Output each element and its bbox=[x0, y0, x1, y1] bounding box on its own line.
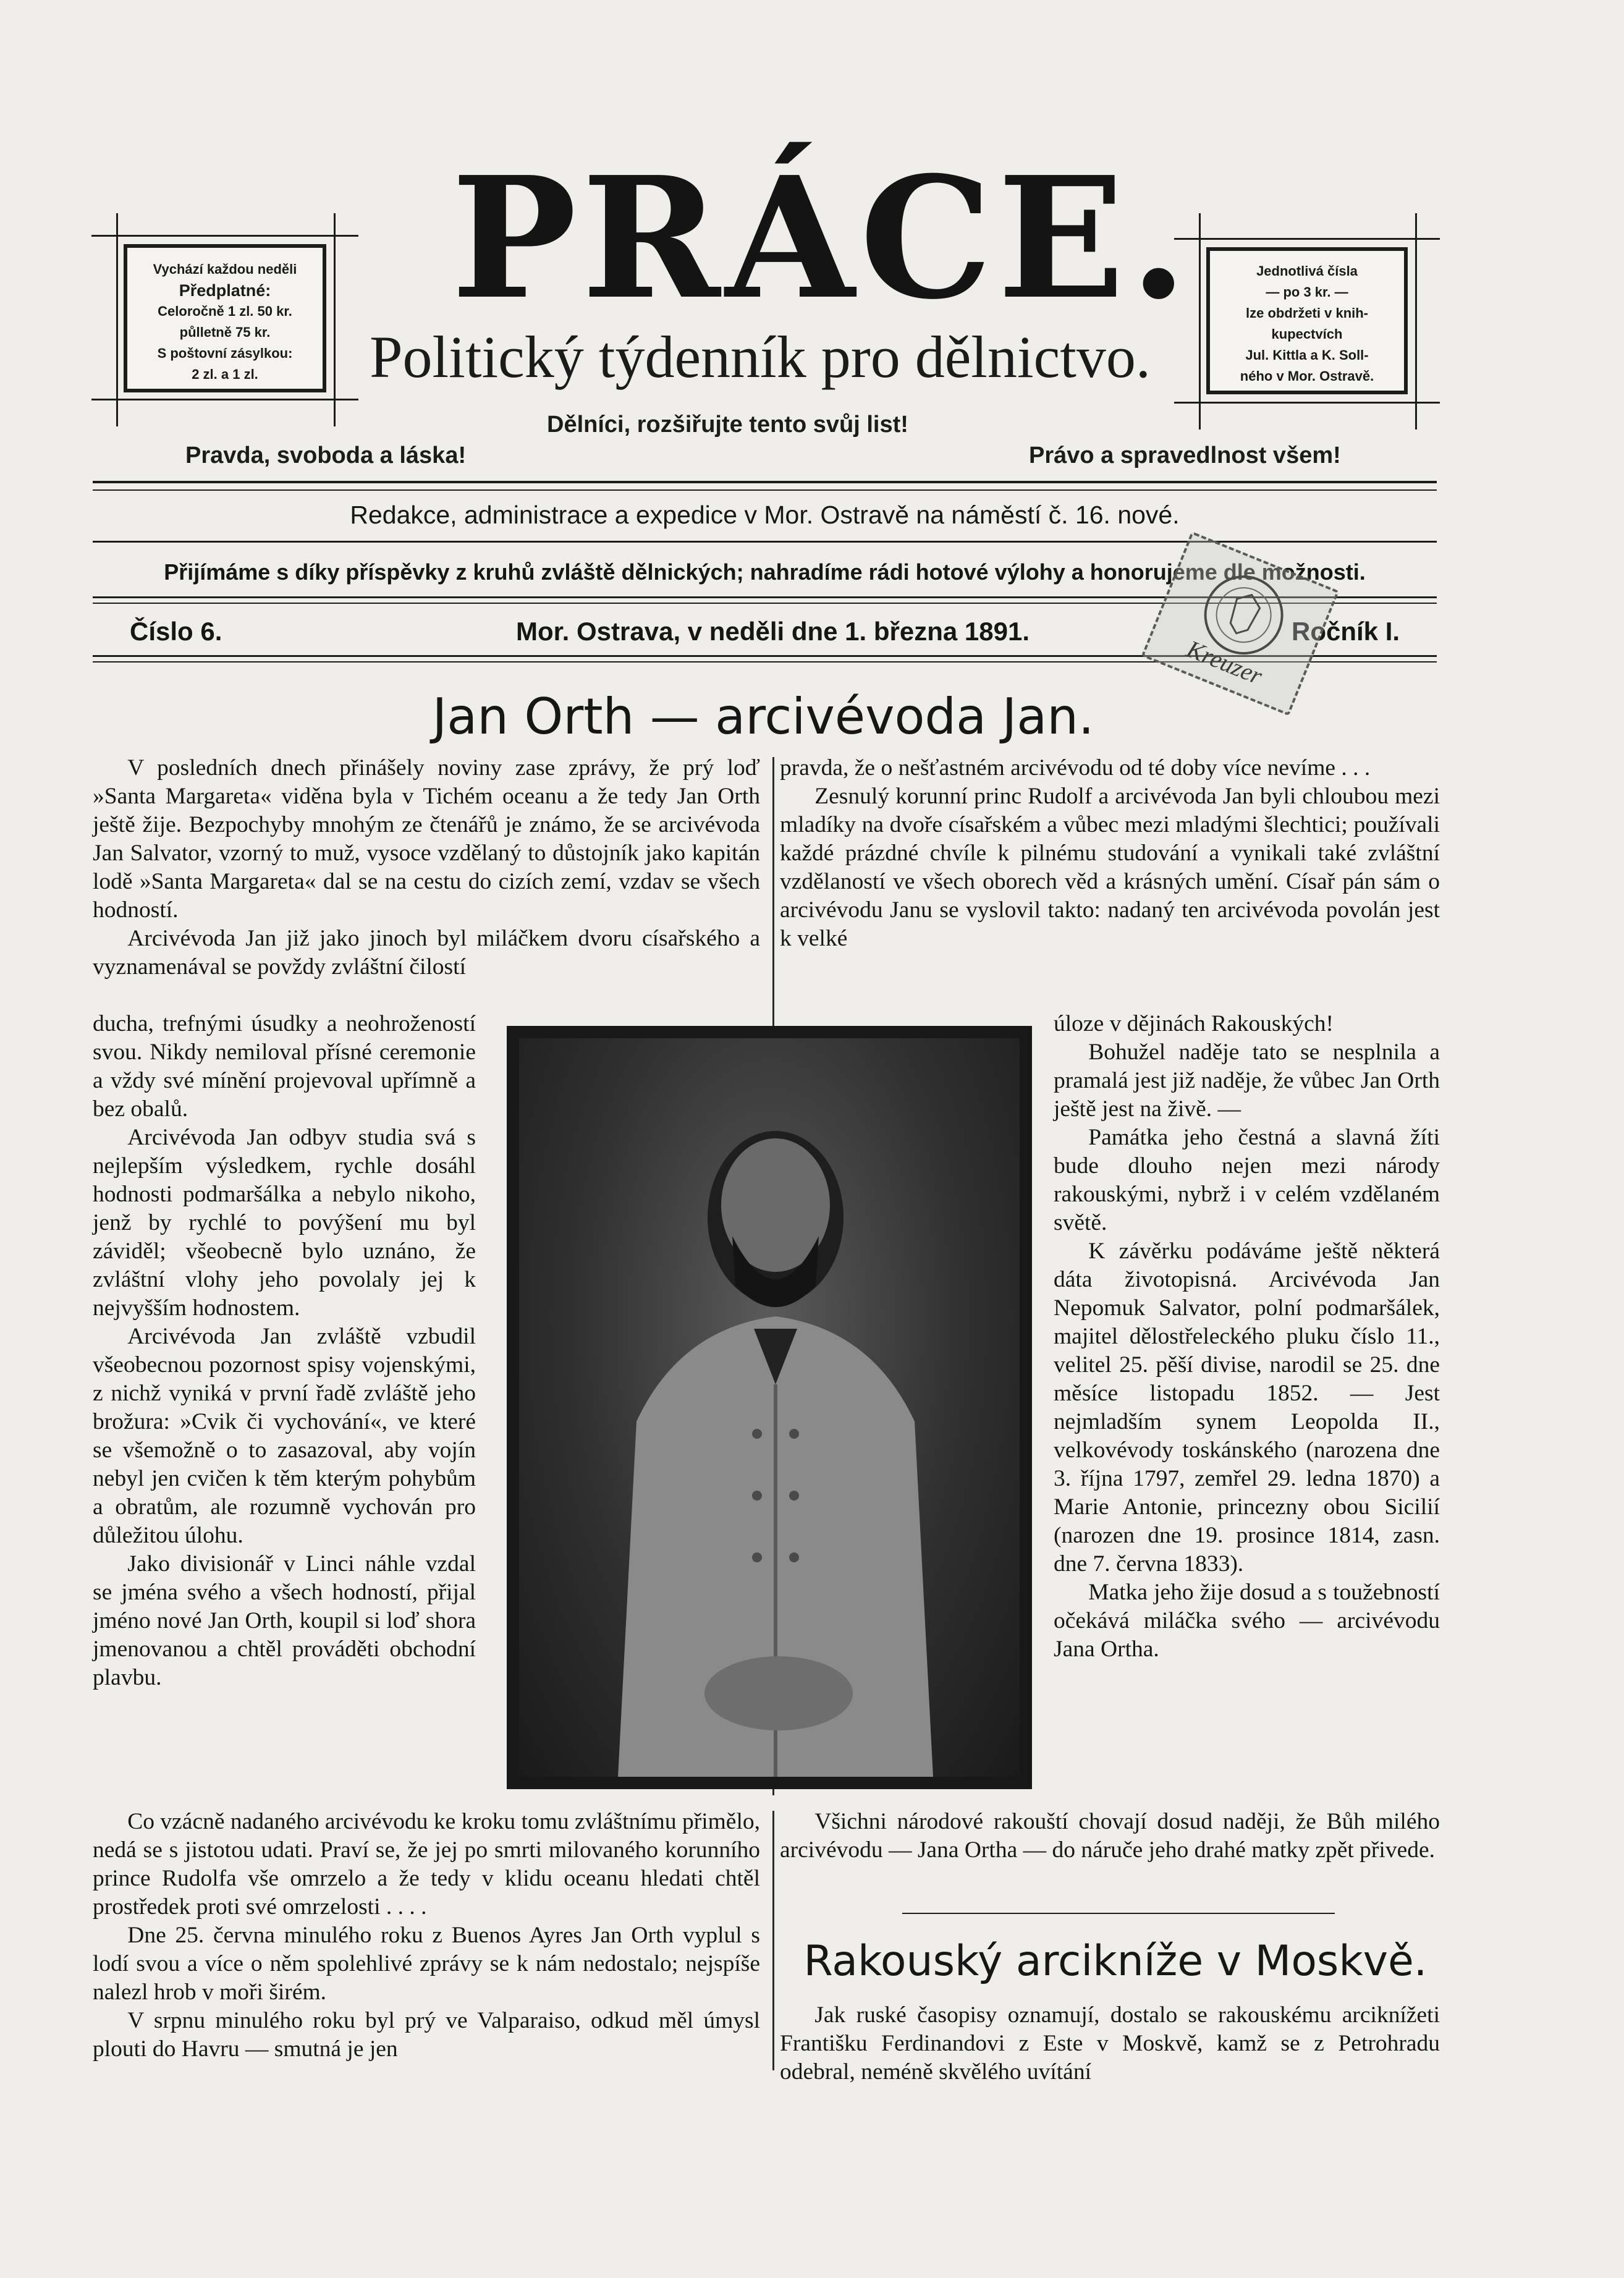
frame-line bbox=[91, 235, 358, 237]
price-box bbox=[1206, 247, 1408, 394]
box-line: 2 zl. a 1 zl. bbox=[192, 366, 258, 382]
box-line: půlletně 75 kr. bbox=[179, 324, 271, 340]
section-rule bbox=[902, 1913, 1335, 1914]
frame-line bbox=[1174, 238, 1440, 240]
masthead-rule bbox=[93, 489, 1437, 491]
left-column-narrow bbox=[93, 1010, 476, 1692]
paragraph: Arcivévoda Jan již jako jinoch byl miláčkem dvoru císařského a vyznamenával se povždy zvláštní čilostí bbox=[93, 926, 760, 980]
paragraph: ducha, trefnými úsudky a neohrožeností svou. Nikdy nemiloval přísné ceremonie a vždy své mínění projevoval upřímně a bez obalů. bbox=[93, 1011, 476, 1122]
second-article-headline: Rakouský arcikníže v Moskvě. bbox=[803, 1937, 1427, 1986]
newspaper-title: PRÁCE. bbox=[451, 140, 1193, 336]
portrait-photo bbox=[507, 1026, 1032, 1789]
volume-number: Ročník I. bbox=[1292, 617, 1400, 646]
box-line: Celoročně 1 zl. 50 kr. bbox=[158, 303, 292, 319]
right-column-bottom bbox=[780, 1808, 1440, 1865]
paragraph: Bohužel naděje tato se nesplnila a pramalá jest již naděje, že vůbec Jan Orth ještě jest na živě. — bbox=[1054, 1039, 1440, 1122]
paragraph: úloze v dějinách Rakouských! bbox=[1054, 1011, 1334, 1036]
paragraph: Matka jeho žije dosud a s toužebností očekává miláčka svého — arcivévodu Jana Ortha. bbox=[1054, 1580, 1440, 1662]
issue-date: Mor. Ostrava, v neděli dne 1. března 1891. bbox=[516, 617, 1030, 646]
box-line: kupectvích bbox=[1271, 326, 1343, 342]
newspaper-subtitle: Politický týdenník pro dělnictvo. bbox=[370, 324, 1151, 390]
portrait-background bbox=[519, 1038, 1020, 1777]
paragraph: Zesnulý korunní princ Rudolf a arcivévoda Jan byli chloubou mezi mladíky na dvoře císařském a vůbec mezi mladými šlechtici; používali každé prázdné chvíle k pilnému studování a vynikali také zvláštní vzdělaností ve všech oborech věd a krásných umění. Císař pán sám o arcivévodu Janu se vyslovil takto: nadaný ten arcivévoda povolán jest k velké bbox=[780, 784, 1440, 951]
box-line: Vychází každou neděli bbox=[153, 261, 297, 277]
article-headline: Jan Orth — arcivévoda Jan. bbox=[432, 688, 1094, 745]
paragraph: Jako divisionář v Linci náhle vzdal se jména svého a všech hodností, přijal jméno nové Jan Orth, koupil si loď shora jmenovanou a chtěl prováděti obchodní plavbu. bbox=[93, 1551, 476, 1690]
paragraph: Jak ruské časopisy oznamují, dostalo se rakouskému arciknížeti Františku Ferdinandovi z Este v Moskvě, kamž se z Petrohradu odebral, neméně skvělého uvítání bbox=[780, 2002, 1440, 2085]
archduke-figure-icon bbox=[519, 1038, 1020, 1777]
motto-right: Právo a spravedlnost všem! bbox=[1029, 442, 1341, 468]
paragraph: Arcivévoda Jan zvláště vzbudil všeobecnou pozornost spisy vojenskými, z nichž vyniká v první řadě zvláště jeho brožura: »Cvik či vychování«, ve které se všemožně o to zasazoval, aby vojín nebyl jen cvičen k těm kterým pohybům a obratům, ale rozumně vychován pro důležitou úlohu. bbox=[93, 1324, 476, 1548]
paragraph: Všichni národové rakouští chovají dosud naději, že Bůh milého arcivévodu — Jana Ortha — do náruče jeho drahé matky zpět přivede. bbox=[780, 1809, 1440, 1863]
frame-line bbox=[1174, 402, 1440, 404]
box-line: Předplatné: bbox=[179, 281, 271, 300]
motto-center: Dělníci, rozšiřujte tento svůj list! bbox=[547, 412, 908, 438]
paragraph: pravda, že o nešťastném arcivévodu od té doby více nevíme . . . bbox=[780, 755, 1371, 781]
paragraph: V srpnu minulého roku byl prý ve Valparaiso, odkud měl úmysl plouti do Havru — smutná je jen bbox=[93, 2008, 760, 2062]
box-line: Jednotlivá čísla bbox=[1256, 263, 1358, 279]
second-article-body bbox=[780, 2001, 1440, 2086]
issue-number: Číslo 6. bbox=[130, 617, 222, 646]
box-line: — po 3 kr. — bbox=[1266, 284, 1348, 300]
left-column-top bbox=[93, 754, 760, 981]
subscription-box bbox=[124, 244, 326, 392]
paragraph: V posledních dnech přinášely noviny zase zprávy, že prý loď »Santa Margareta« viděna byla v Tichém oceanu a že tedy Jan Orth ještě žije. Bezpochyby mnohým ze čtenářů je známo, že se arcivévoda Jan Salvator, vzorný to muž, vysoce vzdělaný to důstojník jako kapitán lodě »Santa Margareta« dal se na cestu do cizích zemí, vzdav se všech hodností. bbox=[93, 755, 760, 923]
masthead-rule bbox=[93, 481, 1437, 483]
box-line: S poštovní zásylkou: bbox=[157, 345, 293, 361]
motto-left: Pravda, svoboda a láska! bbox=[185, 442, 467, 468]
frame-line bbox=[116, 213, 118, 426]
masthead-rule bbox=[93, 541, 1437, 543]
address-line: Redakce, administrace a expedice v Mor. Ostravě na náměstí č. 16. nové. bbox=[350, 501, 1180, 529]
box-line: lze obdržeti v knih- bbox=[1245, 305, 1369, 321]
paragraph: Památka jeho čestná a slavná žíti bude dlouho nejen mezi národy rakouskými, nybrž i v celém vzdělaném světě. bbox=[1054, 1125, 1440, 1235]
left-column-bottom bbox=[93, 1808, 760, 2064]
paragraph: Co vzácně nadaného arcivévodu ke kroku tomu zvláštnímu přimělo, nedá se s jistotou udati. Praví se, že jej po smrti milovaného korunního prince Rudolfa vše omrzelo a že tedy v klidu oceanu hledati chtěl prostředek proti své omrzelosti . . . . bbox=[93, 1809, 760, 1920]
paragraph: Dne 25. června minulého roku z Buenos Ayres Jan Orth vyplul s lodí svou a více o něm spolehlivé zprávy se k nám nedostalo; nejspíše nalezl hrob v moři širém. bbox=[93, 1923, 760, 2005]
frame-line bbox=[91, 399, 358, 400]
paragraph: K závěrku podáváme ještě některá dáta životopisná. Arcivévoda Jan Nepomuk Salvator, polní podmaršálek, majitel dělostřeleckého pluku číslo 11., velitel 25. pěší divise, narodil se 25. dne měsíce listopadu 1852. — Jest nejmladším synem Leopolda II., velkovévody toskánského (narozena dne 3. října 1797, zemřel 29. ledna 1870) a Marie Antonie, princezny obou Sicilií (narozen dne 19. prosince 1814, zasn. dne 7. června 1833). bbox=[1054, 1239, 1440, 1577]
stamp-text: Kreuzer bbox=[1183, 634, 1267, 690]
box-line: Jul. Kittla a K. Soll- bbox=[1245, 347, 1369, 363]
frame-line bbox=[1415, 213, 1417, 430]
paragraph: Arcivévoda Jan odbyv studia svá s nejlepším výsledkem, rychle dosáhl hodnosti podmaršálka a nebylo nikoho, jenž by rychlé to povýšení mu byl záviděl; všeobecně bylo uznáno, že zvláštní vlohy jeho povolaly jej k nejvyšším hodnostem. bbox=[93, 1125, 476, 1321]
right-column-narrow bbox=[1054, 1010, 1440, 1664]
frame-line bbox=[334, 213, 336, 426]
box-line: ného v Mor. Ostravě. bbox=[1240, 368, 1374, 384]
right-column-top bbox=[780, 754, 1440, 953]
contributions-line: Přijímáme s díky příspěvky z kruhů zvláště dělnických; nahradíme rádi hotové výlohy a honorujeme dle možnosti. bbox=[164, 559, 1366, 585]
